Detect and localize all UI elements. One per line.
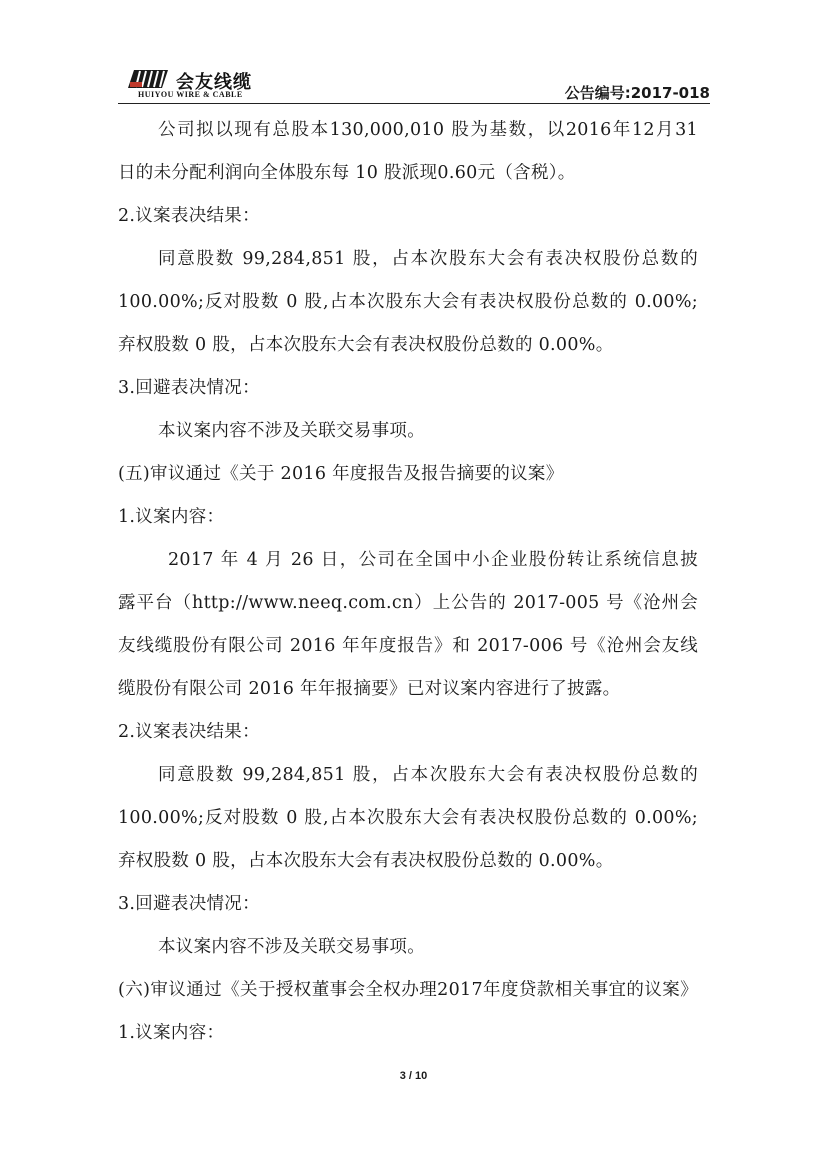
section-heading: 2.议案表决结果： xyxy=(118,722,260,742)
section-heading: 2.议案表决结果： xyxy=(118,206,260,226)
logo-chinese-name: 会友线缆 xyxy=(176,72,252,93)
text-line: 缆股份有限公司 2016 年年报摘要》已对议案内容进行了披露。 xyxy=(118,679,621,699)
section-heading: 1.议案内容： xyxy=(118,1023,225,1043)
motion-heading: (五)审议通过《关于 2016 年度报告及报告摘要的议案》 xyxy=(118,464,564,484)
text-line: 同意股数 99,284,851 股，占本次股东大会有表决权股份总数的 xyxy=(158,249,698,269)
section-heading: 1.议案内容： xyxy=(118,507,225,527)
page-number: 3 / 10 xyxy=(399,1070,428,1082)
text-line: 公司拟以现有总股本130,000,010 股为基数，以2016年12月31 xyxy=(158,120,698,140)
text-line: 弃权股数 0 股，占本次股东大会有表决权股份总数的 0.00%。 xyxy=(118,851,614,871)
text-line: 100.00%;反对股数 0 股,占本次股东大会有表决权股份总数的 0.00%; xyxy=(118,808,698,828)
header-divider xyxy=(118,103,710,104)
text-line: 日的未分配利润向全体股东每 10 股派现0.60元（含税）。 xyxy=(118,163,576,183)
text-line: 本议案内容不涉及关联交易事项。 xyxy=(158,421,425,441)
page-header xyxy=(118,66,710,104)
section-heading: 3.回避表决情况： xyxy=(118,378,260,398)
section-heading: 3.回避表决情况： xyxy=(118,894,260,914)
motion-heading: (六)审议通过《关于授权董事会全权办理2017年度贷款相关事宜的议案》 xyxy=(118,980,698,1000)
logo-mark-icon xyxy=(128,68,172,90)
text-line: 友线缆股份有限公司 2016 年年度报告》和 2017-006 号《沧州会友线 xyxy=(118,636,698,656)
text-line: 100.00%;反对股数 0 股,占本次股东大会有表决权股份总数的 0.00%; xyxy=(118,292,698,312)
announcement-number: 公告编号:2017-018 xyxy=(564,84,710,102)
logo-english-name: HUIYOU WIRE & CABLE xyxy=(138,90,243,99)
text-line: 露平台（http://www.neeq.com.cn）上公告的 2017-005 号《沧州会 xyxy=(118,593,698,613)
text-line: 2017 年 4 月 26 日，公司在全国中小企业股份转让系统信息披 xyxy=(168,550,698,570)
text-line: 本议案内容不涉及关联交易事项。 xyxy=(158,937,425,957)
company-logo xyxy=(128,68,298,100)
text-line: 同意股数 99,284,851 股，占本次股东大会有表决权股份总数的 xyxy=(158,765,698,785)
text-line: 弃权股数 0 股，占本次股东大会有表决权股份总数的 0.00%。 xyxy=(118,335,614,355)
